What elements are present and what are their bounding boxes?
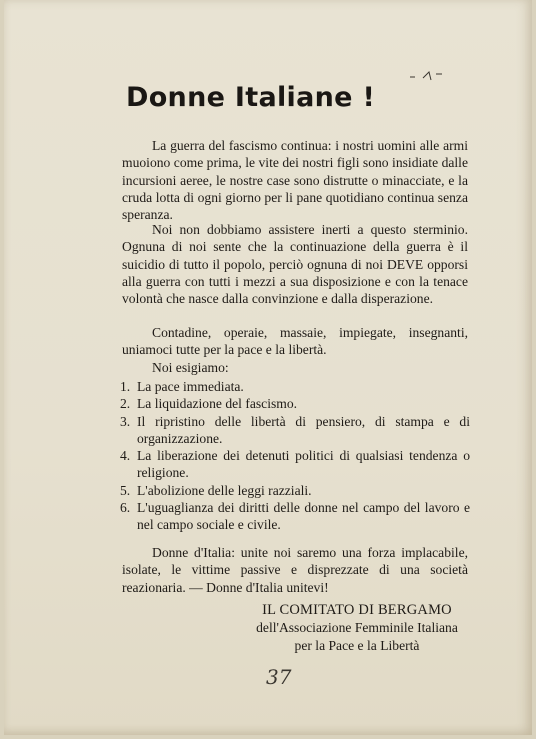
document-page bbox=[4, 0, 532, 735]
demands-intro: Noi esigiamo: bbox=[152, 360, 229, 375]
list-item-number: 2. bbox=[120, 396, 131, 412]
list-item-text: La liquidazione del fascismo. bbox=[137, 396, 298, 412]
list-item bbox=[120, 378, 470, 395]
list-item-text: L'abolizione delle leggi razziali. bbox=[137, 482, 312, 498]
paragraph-duty: Noi non dobbiamo assistere inerti a questo sterminio. Ognuna di noi sente che la continuazione della guerra è il suicidio di tutto il popolo, perciò ognuna di noi DEVE opporsi alla guerra con tutti i mezzi a sua disposizione e con la tenace volontà che nasce dalla convinzione e dalla disperazione. bbox=[122, 222, 468, 307]
signature-block bbox=[242, 601, 472, 655]
list-item-number: 6. bbox=[120, 500, 131, 516]
signature-committee: IL COMITATO DI BERGAMO bbox=[262, 602, 452, 618]
list-item-text: Il ripristino delle libertà di pensiero, di stampa e di organizzazione. bbox=[137, 413, 470, 446]
pencil-mark-icon bbox=[409, 68, 443, 82]
list-item-text: La liberazione dei detenuti politici di qualsiasi tendenza o religione. bbox=[137, 448, 470, 481]
list-item-text: L'uguaglianza dei diritti delle donne nel campo del lavoro e nel campo sociale e civile. bbox=[137, 500, 470, 533]
demands-list bbox=[120, 378, 470, 534]
paragraph-closing: Donne d'Italia: unite noi saremo una forza implacabile, isolate, le vittime passive e disprezzate di una società reazionaria. — Donne d'Italia unitevi! bbox=[122, 545, 468, 595]
list-item bbox=[120, 413, 470, 448]
list-item bbox=[120, 447, 470, 482]
list-item bbox=[120, 395, 470, 412]
list-item-number: 5. bbox=[120, 482, 131, 498]
list-item-text: La pace immediata. bbox=[137, 379, 244, 394]
list-item bbox=[120, 482, 470, 499]
list-item-number: 3. bbox=[120, 413, 131, 429]
signature-association: dell'Associazione Femminile Italiana bbox=[256, 620, 458, 635]
list-item-number: 1. bbox=[120, 379, 131, 394]
document-title: Donne Italiane ! bbox=[126, 82, 376, 113]
list-item-number: 4. bbox=[120, 448, 131, 464]
paragraph-war: La guerra del fascismo continua: i nostri uomini alle armi muoiono come prima, le vite dei nostri figli sono insidiate dalle incursioni aeree, le nostre case sono distrutte o minacciate, e la cruda lotta di ogni giorno per li pane quotidiano continua senza speranza. bbox=[122, 138, 468, 223]
paragraph-call-to-unite: Contadine, operaie, massaie, impiegate, insegnanti, uniamoci tutte per la pace e la libertà. bbox=[122, 325, 468, 358]
signature-purpose: per la Pace e la Libertà bbox=[294, 638, 420, 653]
handwritten-page-number: 37 bbox=[266, 665, 292, 689]
list-item bbox=[120, 499, 470, 534]
